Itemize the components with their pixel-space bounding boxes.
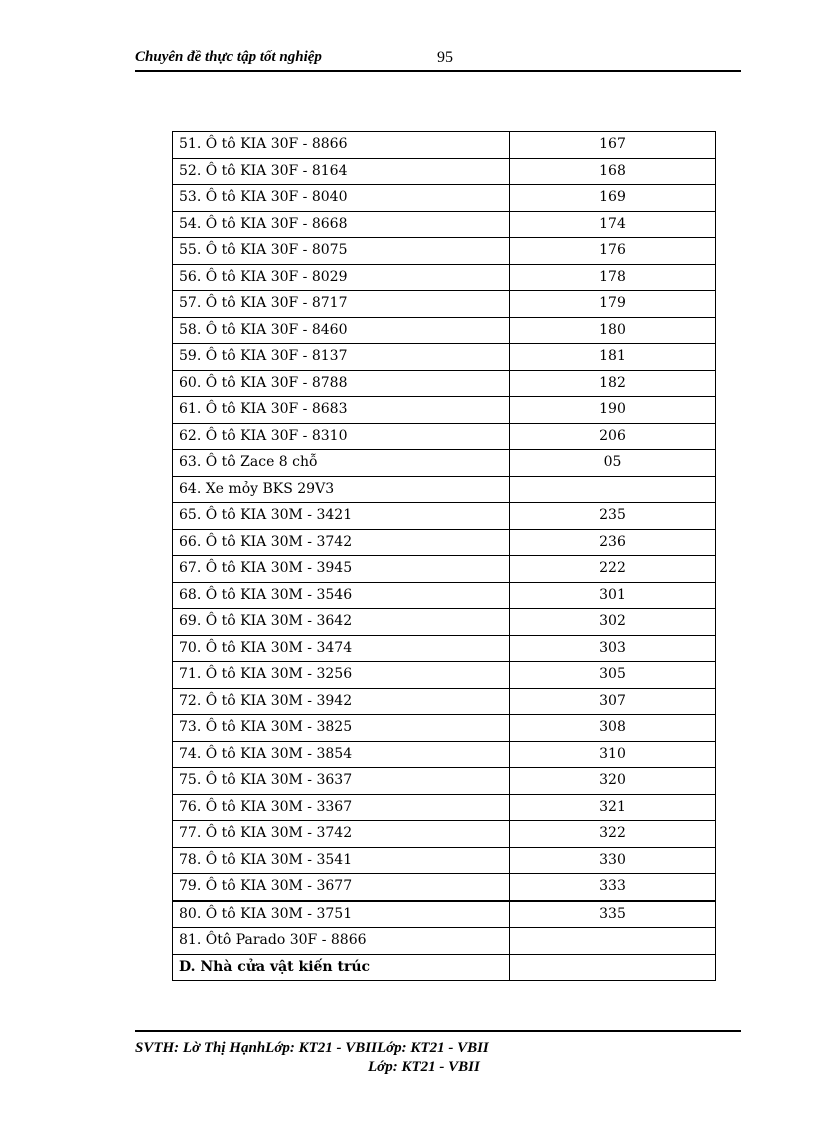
asset-name-cell: 66. Ô tô KIA 30M - 3742 <box>173 529 510 556</box>
asset-name-cell: 60. Ô tô KIA 30F - 8788 <box>173 370 510 397</box>
asset-code-cell: 308 <box>510 715 716 742</box>
asset-name-cell: 58. Ô tô KIA 30F - 8460 <box>173 317 510 344</box>
asset-code-cell: 174 <box>510 211 716 238</box>
asset-name-cell: D. Nhà cửa vật kiến trúc <box>173 954 510 981</box>
asset-name-cell: 74. Ô tô KIA 30M - 3854 <box>173 741 510 768</box>
asset-name-cell: 63. Ô tô Zace 8 chỗ <box>173 450 510 477</box>
table-row <box>173 423 716 450</box>
asset-name-cell: 78. Ô tô KIA 30M - 3541 <box>173 847 510 874</box>
table-row <box>173 503 716 530</box>
asset-name-cell: 73. Ô tô KIA 30M - 3825 <box>173 715 510 742</box>
asset-code-cell: 168 <box>510 158 716 185</box>
asset-code-cell <box>510 476 716 503</box>
asset-name-cell: 77. Ô tô KIA 30M - 3742 <box>173 821 510 848</box>
table-row <box>173 185 716 212</box>
table-row <box>173 529 716 556</box>
table-row <box>173 556 716 583</box>
asset-code-cell: 303 <box>510 635 716 662</box>
asset-name-cell: 55. Ô tô KIA 30F - 8075 <box>173 238 510 265</box>
table-row <box>173 317 716 344</box>
asset-name-cell: 64. Xe mỏy BKS 29V3 <box>173 476 510 503</box>
asset-name-cell: 68. Ô tô KIA 30M - 3546 <box>173 582 510 609</box>
table-row <box>173 238 716 265</box>
asset-code-cell <box>510 928 716 955</box>
table-row <box>173 928 716 955</box>
table-row <box>173 291 716 318</box>
asset-code-cell: 235 <box>510 503 716 530</box>
asset-code-cell: 206 <box>510 423 716 450</box>
asset-code-cell: 222 <box>510 556 716 583</box>
asset-code-cell <box>510 954 716 981</box>
asset-code-cell: 330 <box>510 847 716 874</box>
table-row <box>173 847 716 874</box>
table-row <box>173 874 716 901</box>
table-row <box>173 609 716 636</box>
asset-table <box>172 131 716 981</box>
asset-code-cell: 307 <box>510 688 716 715</box>
table-row <box>173 741 716 768</box>
asset-code-cell: 302 <box>510 609 716 636</box>
table-row <box>173 158 716 185</box>
asset-name-cell: 80. Ô tô KIA 30M - 3751 <box>173 901 510 928</box>
asset-code-cell: 301 <box>510 582 716 609</box>
asset-code-cell: 333 <box>510 874 716 901</box>
asset-code-cell: 335 <box>510 901 716 928</box>
asset-name-cell: 76. Ô tô KIA 30M - 3367 <box>173 794 510 821</box>
table-row <box>173 264 716 291</box>
asset-name-cell: 56. Ô tô KIA 30F - 8029 <box>173 264 510 291</box>
page-header <box>135 48 741 72</box>
asset-name-cell: 81. Ôtô Parado 30F - 8866 <box>173 928 510 955</box>
footer-student-line: SVTH: Lờ Thị HạnhLớp: KT21 - VBIILớp: KT21 - VBII <box>135 1040 489 1056</box>
asset-name-cell: 54. Ô tô KIA 30F - 8668 <box>173 211 510 238</box>
asset-name-cell: 57. Ô tô KIA 30F - 8717 <box>173 291 510 318</box>
table-row <box>173 450 716 477</box>
asset-name-cell: 61. Ô tô KIA 30F - 8683 <box>173 397 510 424</box>
asset-code-cell: 179 <box>510 291 716 318</box>
asset-name-cell: 72. Ô tô KIA 30M - 3942 <box>173 688 510 715</box>
asset-name-cell: 53. Ô tô KIA 30F - 8040 <box>173 185 510 212</box>
asset-code-cell: 167 <box>510 132 716 159</box>
table-row <box>173 688 716 715</box>
asset-name-cell: 70. Ô tô KIA 30M - 3474 <box>173 635 510 662</box>
table-row <box>173 211 716 238</box>
asset-name-cell: 79. Ô tô KIA 30M - 3677 <box>173 874 510 901</box>
table-row <box>173 715 716 742</box>
asset-code-cell: 05 <box>510 450 716 477</box>
table-row <box>173 370 716 397</box>
asset-code-cell: 176 <box>510 238 716 265</box>
asset-code-cell: 310 <box>510 741 716 768</box>
asset-code-cell: 180 <box>510 317 716 344</box>
asset-code-cell: 305 <box>510 662 716 689</box>
table-row <box>173 344 716 371</box>
asset-code-cell: 178 <box>510 264 716 291</box>
table-row <box>173 821 716 848</box>
asset-name-cell: 62. Ô tô KIA 30F - 8310 <box>173 423 510 450</box>
table-row <box>173 635 716 662</box>
asset-code-cell: 236 <box>510 529 716 556</box>
asset-code-cell: 182 <box>510 370 716 397</box>
table-row <box>173 794 716 821</box>
footer-class-line: Lớp: KT21 - VBII <box>368 1059 480 1075</box>
asset-code-cell: 320 <box>510 768 716 795</box>
asset-table-body <box>173 132 716 981</box>
asset-name-cell: 51. Ô tô KIA 30F - 8866 <box>173 132 510 159</box>
asset-name-cell: 67. Ô tô KIA 30M - 3945 <box>173 556 510 583</box>
table-row <box>173 901 716 928</box>
page-footer <box>135 1030 741 1075</box>
table-row <box>173 476 716 503</box>
asset-code-cell: 190 <box>510 397 716 424</box>
table-row <box>173 954 716 981</box>
table-row <box>173 397 716 424</box>
document-title: Chuyên đề thực tập tốt nghiệp <box>135 49 322 65</box>
asset-code-cell: 181 <box>510 344 716 371</box>
asset-code-cell: 322 <box>510 821 716 848</box>
table-row <box>173 768 716 795</box>
asset-code-cell: 321 <box>510 794 716 821</box>
asset-name-cell: 65. Ô tô KIA 30M - 3421 <box>173 503 510 530</box>
asset-name-cell: 71. Ô tô KIA 30M - 3256 <box>173 662 510 689</box>
table-row <box>173 132 716 159</box>
table-row <box>173 662 716 689</box>
asset-name-cell: 52. Ô tô KIA 30F - 8164 <box>173 158 510 185</box>
page-number: 95 <box>437 49 453 66</box>
asset-code-cell: 169 <box>510 185 716 212</box>
asset-name-cell: 75. Ô tô KIA 30M - 3637 <box>173 768 510 795</box>
asset-name-cell: 69. Ô tô KIA 30M - 3642 <box>173 609 510 636</box>
asset-name-cell: 59. Ô tô KIA 30F - 8137 <box>173 344 510 371</box>
table-row <box>173 582 716 609</box>
